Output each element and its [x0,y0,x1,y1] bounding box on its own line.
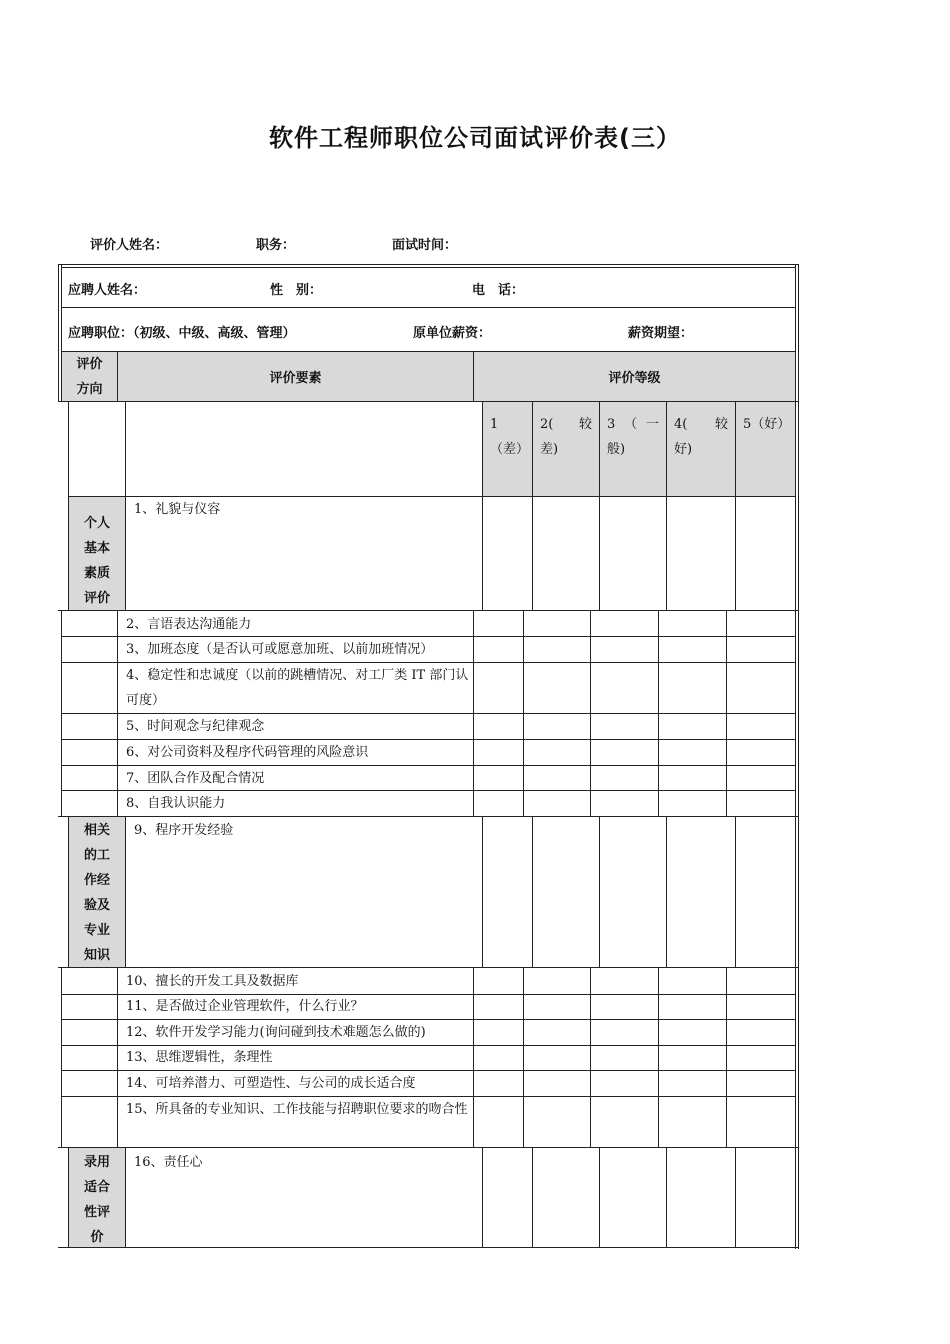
item-6: 6、对公司资料及程序代码管理的风险意识 [126,745,369,760]
header-direction: 评价方向 [76,357,103,397]
header-factors: 评价要素 [269,371,322,386]
grade-3: 3（一般) [607,417,659,457]
item-4: 4、稳定性和忠诚度（以前的跳槽情况、对工厂类 IT 部门认可度） [126,668,469,708]
item-5: 5、时间观念与纪律观念 [126,719,265,734]
header-grades: 评价等级 [608,371,661,386]
section-hiring-suitability: 录用适合性评价 [83,1155,110,1245]
grade-2: 2( 较差) [540,417,592,457]
grade-1: 1（差） [490,417,530,457]
section-work-experience: 相关的工作经验及专业知识 [83,823,110,963]
grade-5: 5（好） [743,417,791,432]
item-9: 9、程序开发经验 [134,823,234,838]
item-1: 1、礼貌与仪容 [134,502,221,517]
evaluator-position-label: 职务： [256,238,296,253]
item-12: 12、软件开发学习能力(询问碰到技术难题怎么做的) [126,1025,426,1040]
applicant-name-label: 应聘人姓名： [68,283,147,298]
item-14: 14、可培养潜力、可塑造性、与公司的成长适合度 [126,1076,416,1091]
item-2: 2、言语表达沟通能力 [126,617,252,632]
applicant-phone-label: 电 话： [472,283,525,298]
former-salary-label: 原单位薪资： [413,326,492,341]
interview-time-label: 面试时间： [392,238,458,253]
expected-salary-label: 薪资期望： [628,326,694,341]
applicant-gender-label: 性 别： [270,283,323,298]
section-personal-quality: 个人基本素质评价 [83,516,110,606]
item-15: 15、所具备的专业知识、工作技能与招聘职位要求的吻合性 [126,1102,468,1117]
item-11: 11、是否做过企业管理软件，什么行业？ [126,999,364,1014]
applied-position-label: 应聘职位：（初级、中级、高级、管理） [68,326,296,341]
item-8: 8、自我认识能力 [126,796,226,811]
item-13: 13、思维逻辑性，条理性 [126,1050,273,1065]
page-title: 软件工程师职位公司面试评价表(三） [269,124,681,152]
grade-4: 4( 较好) [674,417,728,457]
evaluator-name-label: 评价人姓名： [90,238,169,253]
item-3: 3、加班态度（是否认可或愿意加班、以前加班情况） [126,642,434,657]
item-7: 7、团队合作及配合情况 [126,771,265,786]
item-10: 10、擅长的开发工具及数据库 [126,974,299,989]
item-16: 16、责任心 [134,1155,203,1170]
